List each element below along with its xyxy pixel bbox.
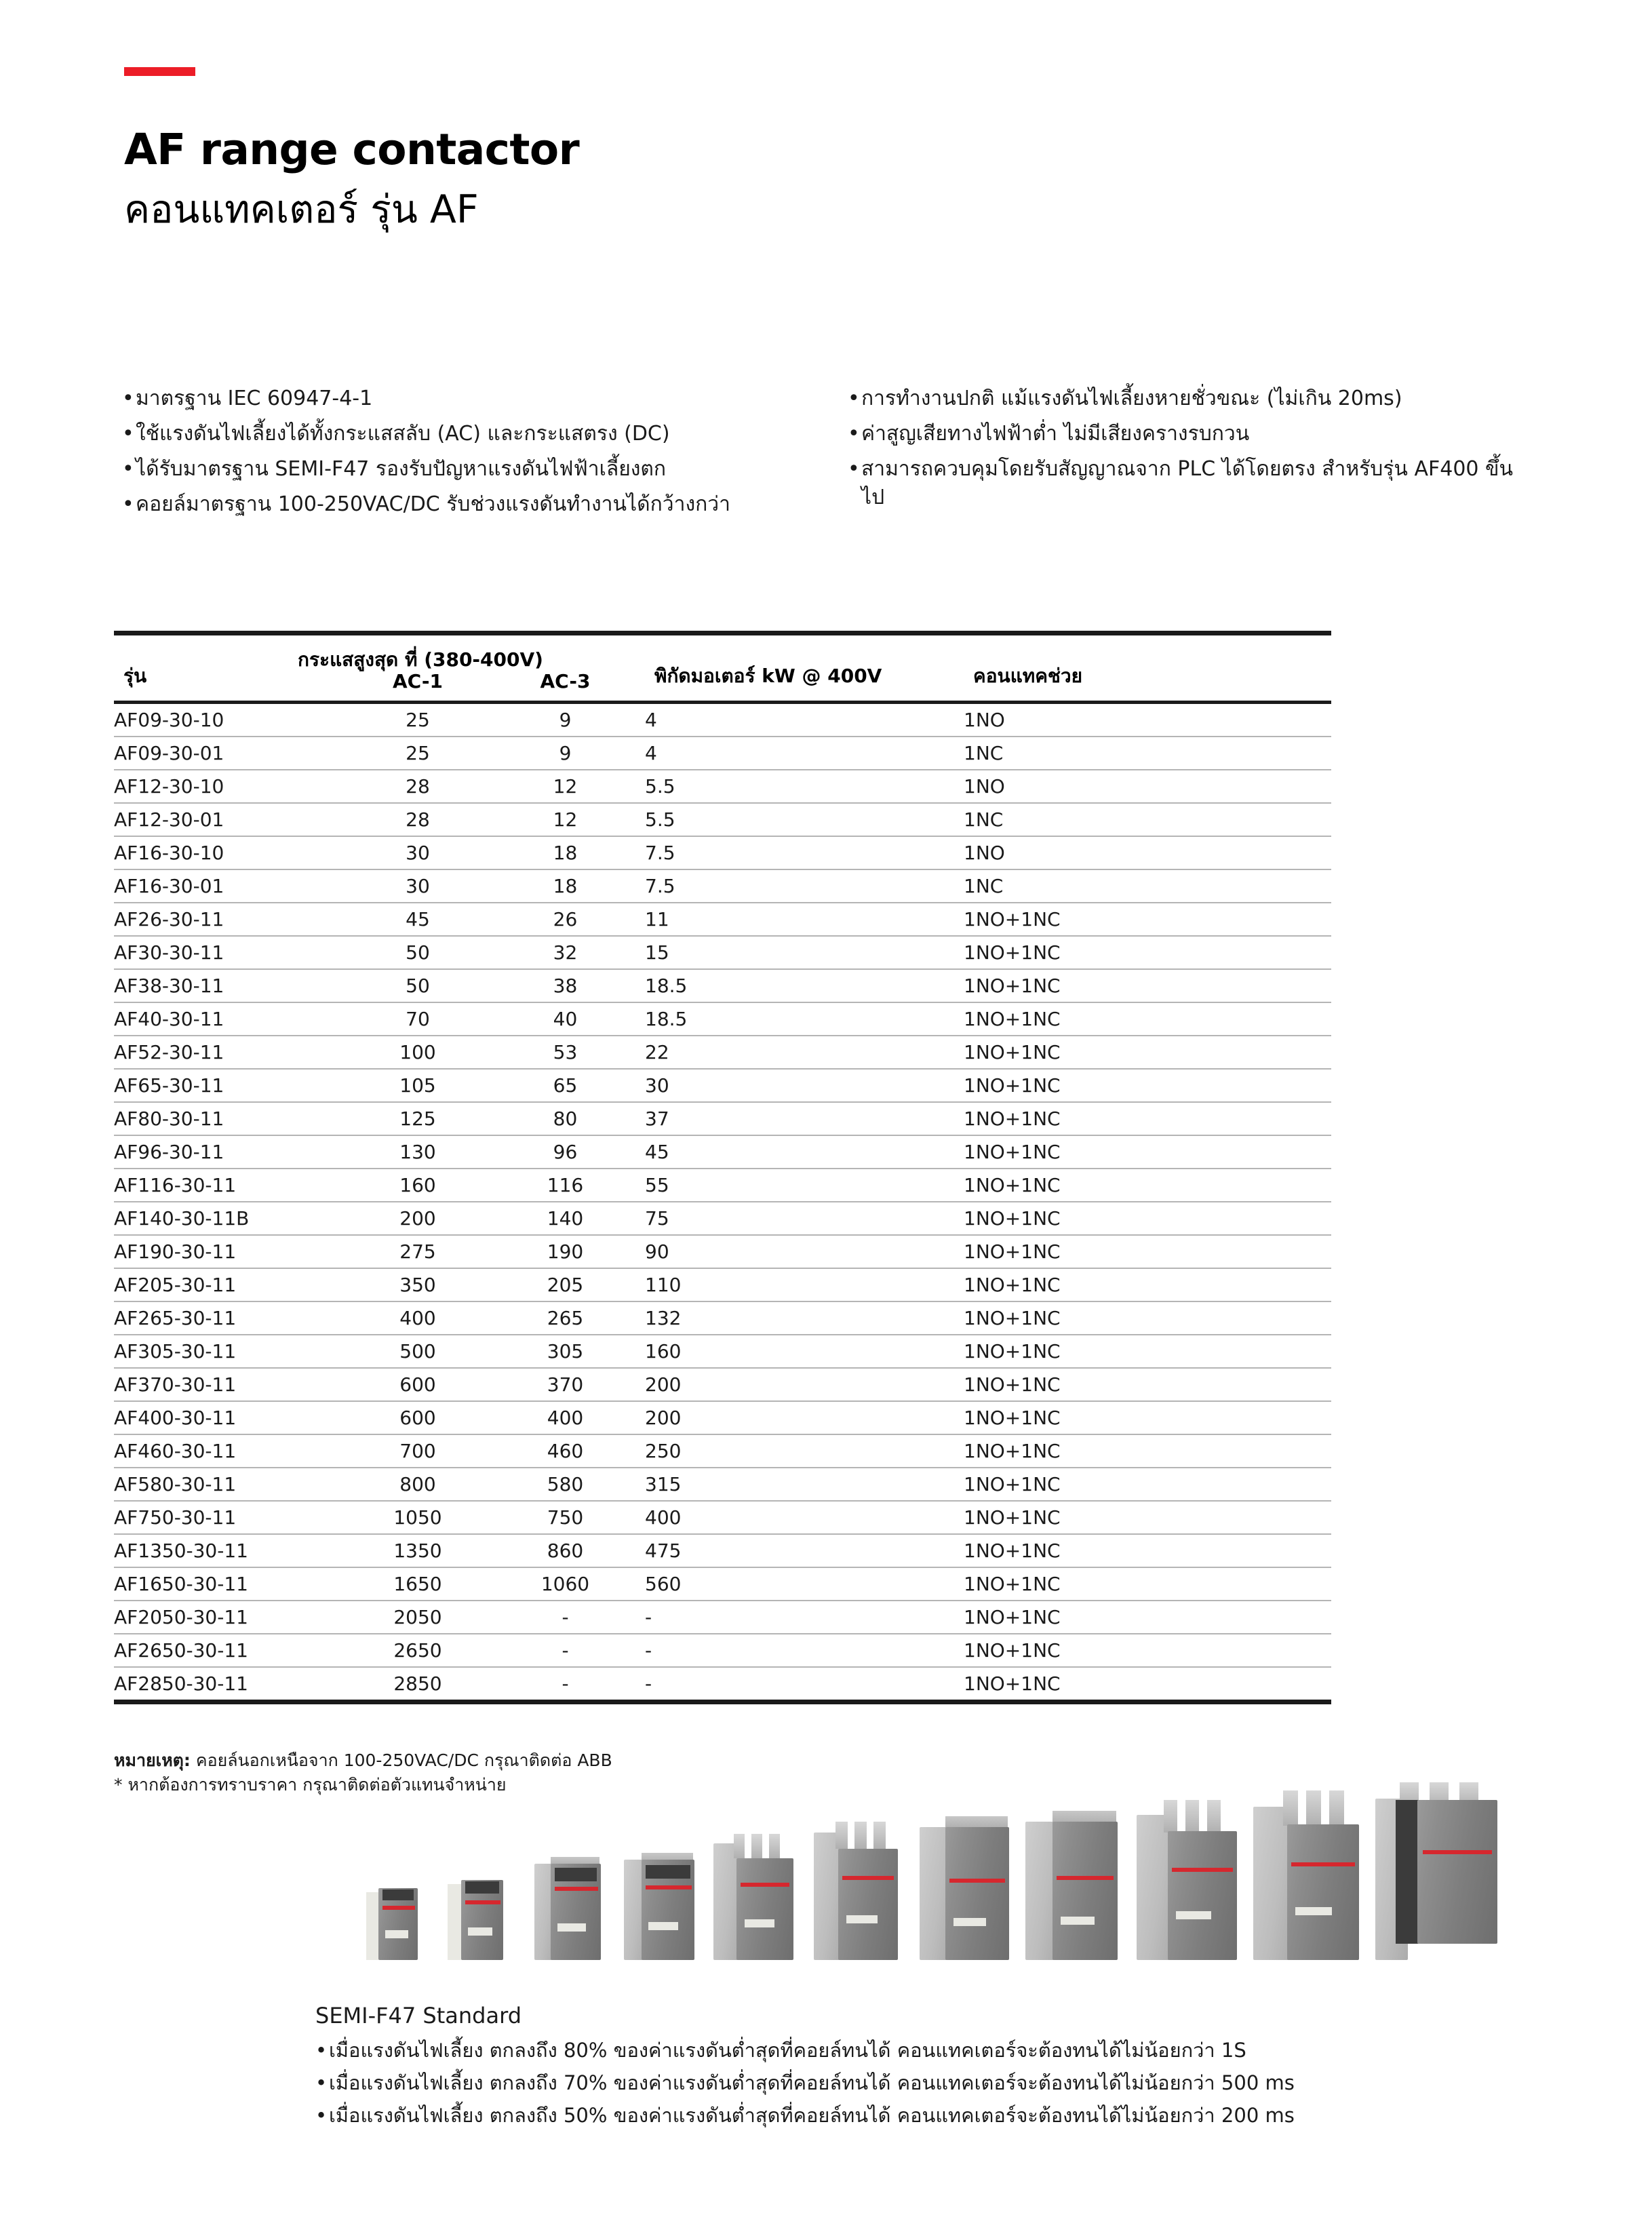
- specification-table: [114, 631, 1331, 1704]
- cell-ac1: 2850: [350, 1667, 486, 1702]
- cell-ac1: 30: [350, 869, 486, 903]
- cell-ac1: 200: [350, 1202, 486, 1235]
- cell-ac3: 265: [486, 1301, 645, 1335]
- table-row: [114, 936, 1331, 969]
- cell-ac1: 1050: [350, 1501, 486, 1534]
- cell-ac3: 38: [486, 969, 645, 1002]
- table-row: [114, 770, 1331, 803]
- cell-ac1: 105: [350, 1069, 486, 1102]
- table-row: [114, 1335, 1331, 1368]
- cell-motor-kw: 315: [645, 1468, 964, 1501]
- cell-motor-kw: 132: [645, 1301, 964, 1335]
- cell-aux-contact: 1NO+1NC: [964, 969, 1331, 1002]
- cell-ac3: 32: [486, 936, 645, 969]
- cell-ac3: -: [486, 1601, 645, 1634]
- feature-item: [122, 455, 807, 484]
- cell-motor-kw: 22: [645, 1036, 964, 1069]
- column-header-ac3-label: AC-3: [540, 670, 591, 692]
- contactor-product-11: [1375, 1782, 1501, 1960]
- cell-motor-kw: 560: [645, 1567, 964, 1601]
- cell-ac1: 600: [350, 1401, 486, 1434]
- cell-ac1: 600: [350, 1368, 486, 1401]
- feature-text: มาตรฐาน IEC 60947-4-1: [136, 387, 373, 410]
- cell-motor-kw: 55: [645, 1169, 964, 1202]
- cell-ac1: 160: [350, 1169, 486, 1202]
- cell-motor-kw: 18.5: [645, 969, 964, 1002]
- feature-item: [122, 385, 807, 413]
- table-row: [114, 1036, 1331, 1069]
- cell-aux-contact: 1NO+1NC: [964, 1434, 1331, 1468]
- feature-column-left: [122, 385, 807, 526]
- cell-model: AF96-30-11: [114, 1135, 350, 1169]
- cell-model: AF205-30-11: [114, 1268, 350, 1301]
- bullet-icon: •: [848, 457, 860, 481]
- cell-ac1: 100: [350, 1036, 486, 1069]
- cell-model: AF52-30-11: [114, 1036, 350, 1069]
- table-row: [114, 1667, 1331, 1702]
- feature-item: [122, 420, 807, 448]
- cell-ac1: 50: [350, 969, 486, 1002]
- cell-motor-kw: 45: [645, 1135, 964, 1169]
- cell-motor-kw: 200: [645, 1401, 964, 1434]
- column-header-ac1-label: AC-1: [393, 670, 443, 692]
- bullet-icon: •: [122, 457, 134, 481]
- cell-ac1: 28: [350, 770, 486, 803]
- cell-ac3: 18: [486, 869, 645, 903]
- cell-aux-contact: 1NO+1NC: [964, 1102, 1331, 1135]
- cell-ac3: 860: [486, 1534, 645, 1567]
- cell-model: AF140-30-11B: [114, 1202, 350, 1235]
- cell-ac1: 130: [350, 1135, 486, 1169]
- cell-model: AF16-30-10: [114, 836, 350, 869]
- bullet-icon: •: [122, 492, 134, 516]
- cell-aux-contact: 1NO+1NC: [964, 1368, 1331, 1401]
- cell-motor-kw: 110: [645, 1268, 964, 1301]
- table-row: [114, 1368, 1331, 1401]
- contactor-product-10: [1253, 1790, 1362, 1960]
- footnote-line-2: * หากต้องการทราบราคา กรุณาติดต่อตัวแทนจำหน่าย: [114, 1775, 507, 1795]
- table-row: [114, 1501, 1331, 1534]
- footnote-label: หมายเหตุ:: [114, 1750, 191, 1770]
- cell-ac1: 50: [350, 936, 486, 969]
- column-header-ac1: [298, 633, 543, 703]
- cell-ac3: 580: [486, 1468, 645, 1501]
- cell-ac3: 12: [486, 803, 645, 836]
- cell-model: AF580-30-11: [114, 1468, 350, 1501]
- page-title-th: คอนแทคเตอร์ รุ่น AF: [124, 187, 479, 232]
- semi-f47-item: [315, 2099, 1536, 2132]
- cell-aux-contact: 1NC: [964, 737, 1331, 770]
- product-family-photo: [366, 1801, 1478, 1960]
- cell-motor-kw: 4: [645, 703, 964, 737]
- cell-ac1: 28: [350, 803, 486, 836]
- table-row: [114, 737, 1331, 770]
- column-header-ac3: [486, 633, 645, 703]
- cell-motor-kw: 15: [645, 936, 964, 969]
- table-row: [114, 1235, 1331, 1268]
- contactor-product-4: [624, 1853, 697, 1960]
- cell-aux-contact: 1NO: [964, 770, 1331, 803]
- table-row: [114, 1601, 1331, 1634]
- cell-ac1: 275: [350, 1235, 486, 1268]
- contactor-product-7: [920, 1816, 1010, 1960]
- cell-model: AF400-30-11: [114, 1401, 350, 1434]
- table-row: [114, 1434, 1331, 1468]
- cell-motor-kw: 4: [645, 737, 964, 770]
- cell-ac1: 25: [350, 703, 486, 737]
- cell-motor-kw: 30: [645, 1069, 964, 1102]
- cell-model: AF305-30-11: [114, 1335, 350, 1368]
- feature-text: คอยล์มาตรฐาน 100-250VAC/DC รับช่วงแรงดันทำงานได้กว้างกว่า: [136, 492, 730, 516]
- feature-item: [848, 385, 1533, 413]
- cell-model: AF370-30-11: [114, 1368, 350, 1401]
- semi-f47-item: [315, 2034, 1536, 2066]
- cell-ac1: 400: [350, 1301, 486, 1335]
- table-row: [114, 1202, 1331, 1235]
- cell-ac3: 205: [486, 1268, 645, 1301]
- cell-ac3: -: [486, 1634, 645, 1667]
- cell-model: AF460-30-11: [114, 1434, 350, 1468]
- cell-motor-kw: 75: [645, 1202, 964, 1235]
- contactor-product-9: [1137, 1800, 1240, 1960]
- cell-model: AF750-30-11: [114, 1501, 350, 1534]
- cell-aux-contact: 1NC: [964, 803, 1331, 836]
- cell-aux-contact: 1NO: [964, 836, 1331, 869]
- cell-aux-contact: 1NO+1NC: [964, 1202, 1331, 1235]
- feature-column-right: [848, 385, 1533, 526]
- table-row: [114, 869, 1331, 903]
- cell-aux-contact: 1NO+1NC: [964, 1401, 1331, 1434]
- cell-model: AF190-30-11: [114, 1235, 350, 1268]
- cell-ac1: 700: [350, 1434, 486, 1468]
- cell-ac1: 2050: [350, 1601, 486, 1634]
- bullet-icon: •: [315, 2104, 328, 2127]
- cell-aux-contact: 1NO+1NC: [964, 936, 1331, 969]
- cell-ac3: 65: [486, 1069, 645, 1102]
- bullet-icon: •: [315, 2039, 328, 2062]
- cell-model: AF65-30-11: [114, 1069, 350, 1102]
- cell-aux-contact: 1NO+1NC: [964, 1534, 1331, 1567]
- semi-f47-item: [315, 2066, 1536, 2099]
- cell-ac3: 190: [486, 1235, 645, 1268]
- feature-list: [122, 385, 1533, 526]
- bullet-icon: •: [848, 387, 860, 410]
- cell-model: AF30-30-11: [114, 936, 350, 969]
- cell-ac3: 400: [486, 1401, 645, 1434]
- cell-aux-contact: 1NO+1NC: [964, 1002, 1331, 1036]
- cell-aux-contact: 1NO+1NC: [964, 1634, 1331, 1667]
- table-row: [114, 1401, 1331, 1434]
- cell-model: AF09-30-01: [114, 737, 350, 770]
- cell-aux-contact: 1NO+1NC: [964, 1335, 1331, 1368]
- feature-text: ค่าสูญเสียทางไฟฟ้าต่ำ ไม่มีเสียงครางรบกวน: [861, 422, 1250, 446]
- cell-motor-kw: -: [645, 1634, 964, 1667]
- cell-model: AF80-30-11: [114, 1102, 350, 1135]
- cell-ac3: 1060: [486, 1567, 645, 1601]
- cell-motor-kw: 18.5: [645, 1002, 964, 1036]
- cell-aux-contact: 1NO+1NC: [964, 1069, 1331, 1102]
- cell-model: AF1350-30-11: [114, 1534, 350, 1567]
- column-header-aux-contact-label: คอนแทคช่วย: [973, 665, 1083, 687]
- cell-aux-contact: 1NO+1NC: [964, 1235, 1331, 1268]
- cell-aux-contact: 1NO+1NC: [964, 1468, 1331, 1501]
- cell-aux-contact: 1NO+1NC: [964, 903, 1331, 936]
- cell-model: AF1650-30-11: [114, 1567, 350, 1601]
- cell-ac3: 116: [486, 1169, 645, 1202]
- table-row: [114, 1534, 1331, 1567]
- cell-ac3: 26: [486, 903, 645, 936]
- feature-item: [122, 490, 807, 519]
- semi-f47-text: เมื่อแรงดันไฟเลี้ยง ตกลงถึง 70% ของค่าแรงดันต่ำสุดที่คอยล์ทนได้ คอนแทคเตอร์จะต้องทนได้ไม่น้อยกว่า 500 ms: [329, 2071, 1295, 2094]
- bullet-icon: •: [122, 422, 134, 446]
- page-title-en: AF range contactor: [124, 125, 580, 174]
- cell-motor-kw: 200: [645, 1368, 964, 1401]
- cell-model: AF265-30-11: [114, 1301, 350, 1335]
- cell-motor-kw: 7.5: [645, 869, 964, 903]
- cell-ac1: 1350: [350, 1534, 486, 1567]
- bullet-icon: •: [848, 422, 860, 446]
- cell-aux-contact: 1NC: [964, 869, 1331, 903]
- cell-aux-contact: 1NO+1NC: [964, 1036, 1331, 1069]
- cell-motor-kw: 37: [645, 1102, 964, 1135]
- cell-ac3: 305: [486, 1335, 645, 1368]
- table-row: [114, 1069, 1331, 1102]
- contactor-product-3: [534, 1857, 604, 1960]
- contactor-product-8: [1025, 1811, 1119, 1960]
- cell-aux-contact: 1NO: [964, 703, 1331, 737]
- bullet-icon: •: [122, 387, 134, 410]
- cell-ac1: 350: [350, 1268, 486, 1301]
- cell-model: AF40-30-11: [114, 1002, 350, 1036]
- table-row: [114, 1567, 1331, 1601]
- cell-motor-kw: -: [645, 1667, 964, 1702]
- cell-ac3: 9: [486, 703, 645, 737]
- cell-motor-kw: 11: [645, 903, 964, 936]
- cell-ac1: 45: [350, 903, 486, 936]
- cell-model: AF16-30-01: [114, 869, 350, 903]
- specification-table-wrapper: [114, 631, 1331, 1704]
- cell-ac1: 800: [350, 1468, 486, 1501]
- cell-motor-kw: 5.5: [645, 770, 964, 803]
- cell-model: AF2850-30-11: [114, 1667, 350, 1702]
- cell-motor-kw: 250: [645, 1434, 964, 1468]
- table-row: [114, 1002, 1331, 1036]
- table-row: [114, 969, 1331, 1002]
- cell-ac1: 70: [350, 1002, 486, 1036]
- feature-text: ใช้แรงดันไฟเลี้ยงได้ทั้งกระแสสลับ (AC) และกระแสตรง (DC): [136, 422, 670, 446]
- table-row: [114, 836, 1331, 869]
- feature-text: การทำงานปกติ แม้แรงดันไฟเลี้ยงหายชั่วขณะ (ไม่เกิน 20ms): [861, 387, 1402, 410]
- contactor-product-1: [366, 1885, 420, 1960]
- cell-model: AF12-30-01: [114, 803, 350, 836]
- cell-aux-contact: 1NO+1NC: [964, 1567, 1331, 1601]
- cell-ac3: 12: [486, 770, 645, 803]
- table-row: [114, 1268, 1331, 1301]
- cell-ac3: 750: [486, 1501, 645, 1534]
- cell-motor-kw: -: [645, 1601, 964, 1634]
- cell-model: AF2650-30-11: [114, 1634, 350, 1667]
- cell-model: AF09-30-10: [114, 703, 350, 737]
- cell-ac3: 40: [486, 1002, 645, 1036]
- cell-model: AF12-30-10: [114, 770, 350, 803]
- cell-aux-contact: 1NO+1NC: [964, 1135, 1331, 1169]
- cell-motor-kw: 5.5: [645, 803, 964, 836]
- cell-ac1: 1650: [350, 1567, 486, 1601]
- feature-item: [848, 420, 1533, 448]
- accent-rule: [124, 67, 195, 76]
- table-row: [114, 1169, 1331, 1202]
- cell-motor-kw: 400: [645, 1501, 964, 1534]
- cell-aux-contact: 1NO+1NC: [964, 1169, 1331, 1202]
- table-row: [114, 1135, 1331, 1169]
- cell-ac3: 18: [486, 836, 645, 869]
- cell-ac1: 25: [350, 737, 486, 770]
- cell-aux-contact: 1NO+1NC: [964, 1268, 1331, 1301]
- cell-model: AF26-30-11: [114, 903, 350, 936]
- table-body: [114, 703, 1331, 1702]
- cell-ac1: 2650: [350, 1634, 486, 1667]
- cell-ac3: 370: [486, 1368, 645, 1401]
- column-header-aux-contact: [964, 633, 1331, 703]
- cell-model: AF116-30-11: [114, 1169, 350, 1202]
- table-row: [114, 903, 1331, 936]
- contactor-product-6: [814, 1822, 901, 1960]
- cell-ac3: 53: [486, 1036, 645, 1069]
- cell-model: AF38-30-11: [114, 969, 350, 1002]
- cell-aux-contact: 1NO+1NC: [964, 1667, 1331, 1702]
- cell-motor-kw: 160: [645, 1335, 964, 1368]
- cell-ac1: 125: [350, 1102, 486, 1135]
- cell-ac3: 80: [486, 1102, 645, 1135]
- cell-ac1: 30: [350, 836, 486, 869]
- column-header-motor-kw: [645, 633, 964, 703]
- cell-aux-contact: 1NO+1NC: [964, 1501, 1331, 1534]
- table-header-row: [114, 633, 1331, 703]
- cell-ac1: 500: [350, 1335, 486, 1368]
- cell-ac3: 9: [486, 737, 645, 770]
- table-row: [114, 703, 1331, 737]
- cell-ac3: 96: [486, 1135, 645, 1169]
- column-header-motor-kw-label: พิกัดมอเตอร์ kW @ 400V: [654, 665, 882, 687]
- table-row: [114, 803, 1331, 836]
- table-row: [114, 1468, 1331, 1501]
- contactor-product-5: [713, 1834, 796, 1960]
- column-header-model-label: รุ่น: [123, 665, 147, 687]
- feature-item: [848, 455, 1533, 512]
- cell-motor-kw: 7.5: [645, 836, 964, 869]
- cell-ac3: 140: [486, 1202, 645, 1235]
- footnote-line-1: [114, 1748, 612, 1773]
- cell-aux-contact: 1NO+1NC: [964, 1301, 1331, 1335]
- table-row: [114, 1634, 1331, 1667]
- footnote-text: คอยล์นอกเหนือจาก 100-250VAC/DC กรุณาติดต่อ ABB: [190, 1750, 612, 1770]
- table-row: [114, 1102, 1331, 1135]
- cell-motor-kw: 90: [645, 1235, 964, 1268]
- cell-motor-kw: 475: [645, 1534, 964, 1567]
- semi-f47-section: [315, 2003, 1536, 2132]
- bullet-icon: •: [315, 2071, 328, 2094]
- table-footnotes: [114, 1748, 612, 1797]
- column-header-group-label: กระแสสูงสุด ที่ (380-400V): [298, 648, 543, 671]
- semi-f47-title: SEMI-F47 Standard: [315, 2003, 522, 2029]
- cell-ac3: 460: [486, 1434, 645, 1468]
- feature-text: ได้รับมาตรฐาน SEMI-F47 รองรับปัญหาแรงดันไฟฟ้าเลี้ยงตก: [136, 457, 667, 481]
- table-row: [114, 1301, 1331, 1335]
- contactor-product-2: [448, 1877, 506, 1960]
- feature-text: สามารถควบคุมโดยรับสัญญาณจาก PLC ได้โดยตรง สำหรับรุ่น AF400 ขึ้นไป: [861, 457, 1514, 509]
- cell-model: AF2050-30-11: [114, 1601, 350, 1634]
- semi-f47-text: เมื่อแรงดันไฟเลี้ยง ตกลงถึง 50% ของค่าแรงดันต่ำสุดที่คอยล์ทนได้ คอนแทคเตอร์จะต้องทนได้ไม่น้อยกว่า 200 ms: [329, 2104, 1295, 2127]
- semi-f47-text: เมื่อแรงดันไฟเลี้ยง ตกลงถึง 80% ของค่าแรงดันต่ำสุดที่คอยล์ทนได้ คอนแทคเตอร์จะต้องทนได้ไม่น้อยกว่า 1S: [329, 2039, 1246, 2062]
- cell-aux-contact: 1NO+1NC: [964, 1601, 1331, 1634]
- cell-ac3: -: [486, 1667, 645, 1702]
